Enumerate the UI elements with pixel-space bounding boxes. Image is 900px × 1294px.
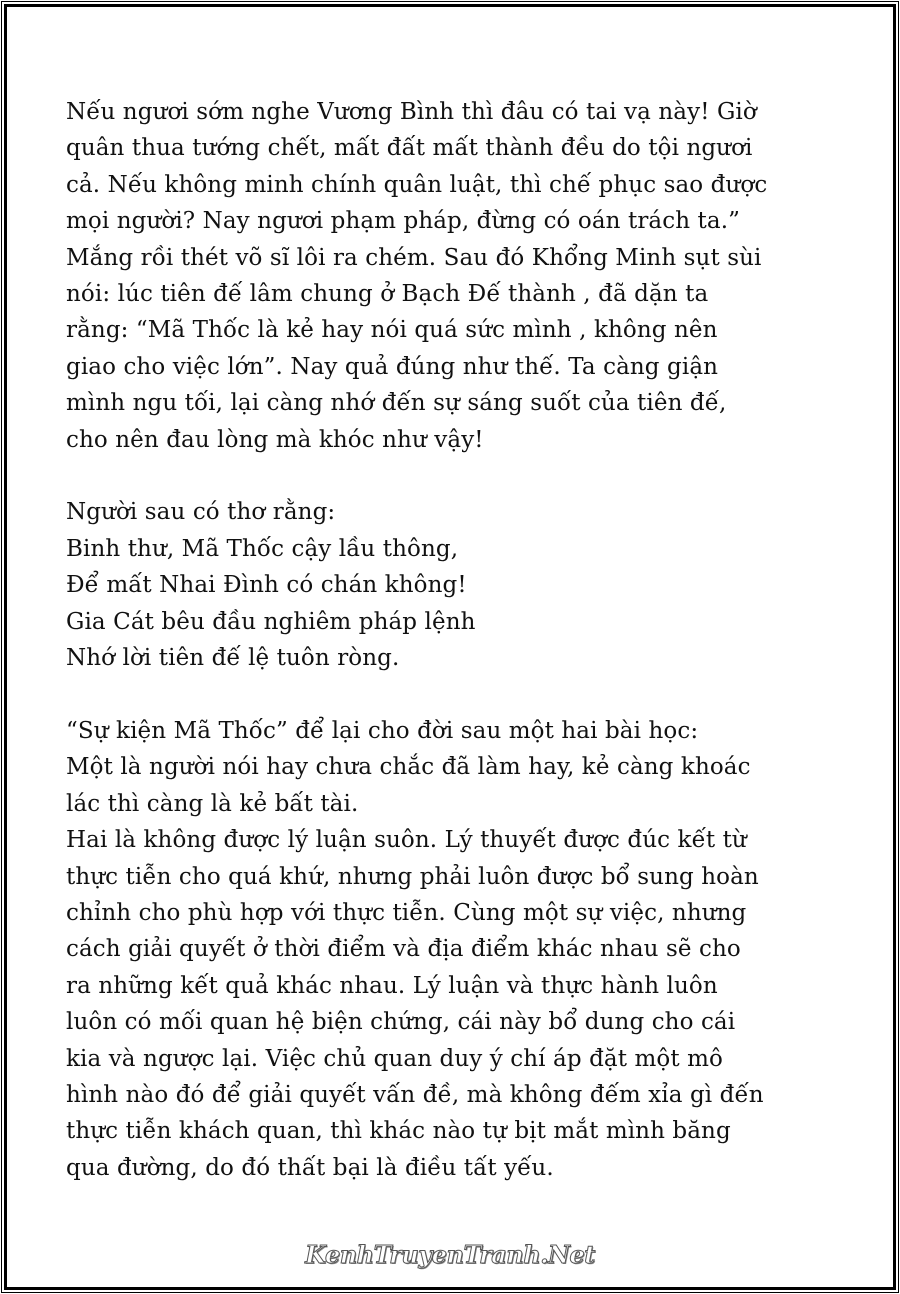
text-line: thực tiễn cho quá khứ, nhưng phải luôn được bổ sung hoàn bbox=[66, 863, 759, 890]
text-line: hình nào đó để giải quyết vấn đề, mà không đếm xỉa gì đến bbox=[66, 1081, 764, 1108]
text-line: chỉnh cho phù hợp với thực tiễn. Cùng một sự việc, nhưng bbox=[66, 899, 747, 926]
text-line: quân thua tướng chết, mất đất mất thành đều do tội ngươi bbox=[66, 135, 753, 162]
body-text bbox=[66, 94, 856, 1186]
text-line: mình ngu tối, lại càng nhớ đến sự sáng suốt của tiên đế, bbox=[66, 390, 727, 417]
poem-line: Binh thư, Mã Thốc cậy lầu thông, bbox=[66, 535, 459, 562]
text-line: luôn có mối quan hệ biện chứng, cái này bổ dung cho cái bbox=[66, 1009, 736, 1036]
text-line: lác thì càng là kẻ bất tài. bbox=[66, 790, 359, 817]
text-line: cho nên đau lòng mà khóc như vậy! bbox=[66, 426, 484, 453]
text-line: Nếu ngươi sớm nghe Vương Bình thì đâu có tai vạ này! Giờ bbox=[66, 99, 757, 125]
poem-line: Nhớ lời tiên đế lệ tuôn ròng. bbox=[66, 645, 400, 672]
text-line: cả. Nếu không minh chính quân luật, thì chế phục sao được bbox=[66, 171, 768, 198]
text-line: giao cho việc lớn”. Nay quả đúng như thế. Ta càng giận bbox=[66, 353, 719, 380]
poem-line: Gia Cát bêu đầu nghiêm pháp lệnh bbox=[66, 608, 476, 635]
paragraph-gap bbox=[66, 676, 856, 712]
paragraph-3 bbox=[66, 713, 856, 1186]
text-line: “Sự kiện Mã Thốc” để lại cho đời sau một hai bài học: bbox=[66, 717, 699, 744]
text-line: nói: lúc tiên đế lâm chung ở Bạch Đế thành , đã dặn ta bbox=[66, 281, 709, 308]
text-line: kia và ngược lại. Việc chủ quan duy ý chí áp đặt một mô bbox=[66, 1045, 723, 1072]
text-line: cách giải quyết ở thời điểm và địa điểm khác nhau sẽ cho bbox=[66, 936, 741, 963]
text-line: ra những kết quả khác nhau. Lý luận và thực hành luôn bbox=[66, 972, 718, 999]
text-line: mọi người? Nay ngươi phạm pháp, đừng có oán trách ta.” bbox=[66, 208, 740, 235]
text-line: Mắng rồi thét võ sĩ lôi ra chém. Sau đó Khổng Minh sụt sùi bbox=[66, 244, 762, 271]
poem-intro: Người sau có thơ rằng: bbox=[66, 499, 336, 526]
site-watermark: KenhTruyenTranh.Net bbox=[305, 1240, 595, 1269]
paragraph-gap bbox=[66, 458, 856, 494]
text-line: Một là người nói hay chưa chắc đã làm hay, kẻ càng khoác bbox=[66, 754, 751, 781]
poem-block bbox=[66, 494, 856, 676]
text-line: Hai là không được lý luận suôn. Lý thuyết được đúc kết từ bbox=[66, 827, 747, 854]
text-line: qua đường, do đó thất bại là điều tất yếu. bbox=[66, 1154, 554, 1181]
text-line: thực tiễn khách quan, thì khác nào tự bịt mắt mình băng bbox=[66, 1118, 731, 1145]
paragraph-1 bbox=[66, 94, 856, 458]
text-line: rằng: “Mã Thốc là kẻ hay nói quá sức mình , không nên bbox=[66, 317, 718, 344]
poem-line: Để mất Nhai Đình có chán không! bbox=[66, 572, 467, 599]
